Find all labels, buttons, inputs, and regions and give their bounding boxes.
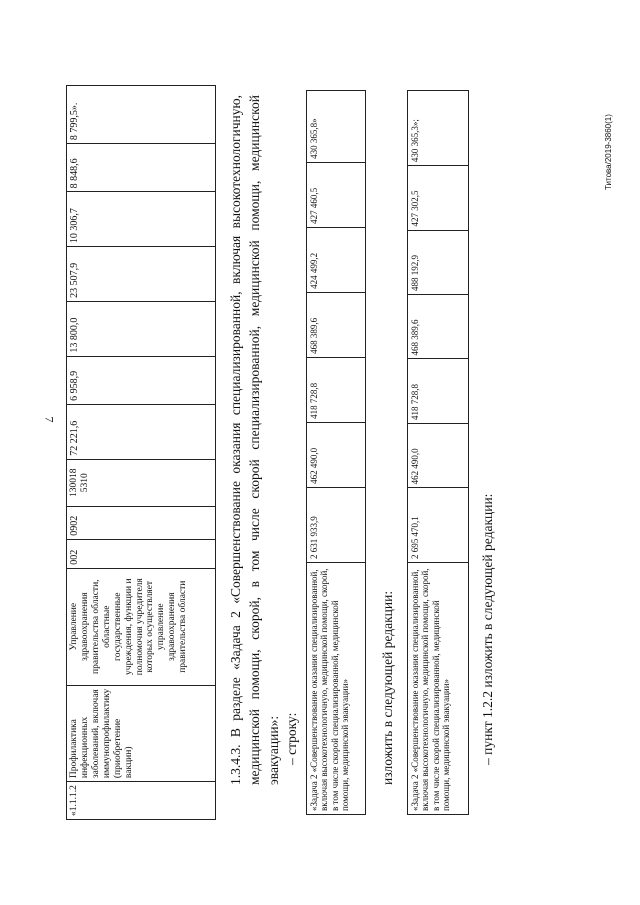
value-cell: 424 499,2 — [307, 227, 366, 292]
row-number: «1.1.1.2 — [67, 782, 216, 820]
value-cell: 430 365,3»; — [408, 91, 469, 166]
measure-name: Профилактика инфекционных заболеваний, включая иммунопрофилактику (приобретение вакцин) — [67, 685, 216, 781]
instruction-row: – строку: — [284, 712, 299, 765]
task-label: «Задача 2 «Совершенствование оказания специализированной, включая высокотехнологичную, медицинской помощи, скорой, в том числе скорой специализированной, медицинской помощи, медицинской эвакуации» — [307, 563, 366, 815]
value-cell: 8 799,5». — [67, 86, 216, 144]
value-cell: 488 192,9 — [408, 230, 469, 294]
value-cell: 10 306,7 — [67, 192, 216, 247]
value-cell: 8 848,6 — [67, 144, 216, 192]
value-cell: 418 728,8 — [408, 359, 469, 423]
value-cell: 462 490,0 — [408, 423, 469, 487]
value-cell: 72 221,6 — [67, 404, 216, 459]
value-cell: 418 728,8 — [307, 357, 366, 422]
grbs-code: 002 — [67, 539, 216, 568]
instruction-edit: изложить в следующей редакции: — [380, 590, 395, 785]
instruction-point: – пункт 1.2.2 изложить в следующей редакции: — [480, 493, 495, 765]
footer-document-code: Титова/2019-3860(1) — [604, 114, 613, 190]
section-paragraph: 1.3.4.3. В разделе «Задача 2 «Совершенствование оказания специализированной, включая высокотехнологичную, медицинской помощи, скорой, в том числе скорой специализированной, медицинской помощи, медицинской эвакуации»: — [228, 95, 281, 785]
value-cell: 2 631 933,9 — [307, 487, 366, 562]
value-cell: 23 507,9 — [67, 247, 216, 302]
value-cell: 6 958,9 — [67, 356, 216, 404]
page-number: 7 — [42, 416, 57, 423]
value-cell: 462 490,0 — [307, 422, 366, 487]
value-cell: 13 800,0 — [67, 301, 216, 356]
csr-code: 130018 5310 — [67, 459, 216, 506]
executor: Управление здравоохранения правительства области, областные государственные учреждения, функции и полномочия учредителя которых осуществляет управление здравоохранения правительства области — [67, 568, 216, 685]
task2-new-row — [407, 90, 469, 815]
task-label: «Задача 2 «Совершенствование оказания специализированной, включая высокотехнологичную, медицинской помощи, скорой, в том числе скорой специализированной, медицинской помощи, медицинской эвакуации» — [408, 563, 469, 815]
value-cell: 468 389,6 — [307, 292, 366, 357]
value-cell: 427 302,5 — [408, 166, 469, 230]
program-table-row — [66, 85, 216, 820]
rzpr-code: 0902 — [67, 506, 216, 539]
task2-old-row — [306, 90, 366, 815]
value-cell: 468 389,6 — [408, 295, 469, 359]
value-cell: 2 695 470,1 — [408, 488, 469, 563]
value-cell: 427 460,5 — [307, 162, 366, 227]
value-cell: 430 365,8» — [307, 91, 366, 163]
